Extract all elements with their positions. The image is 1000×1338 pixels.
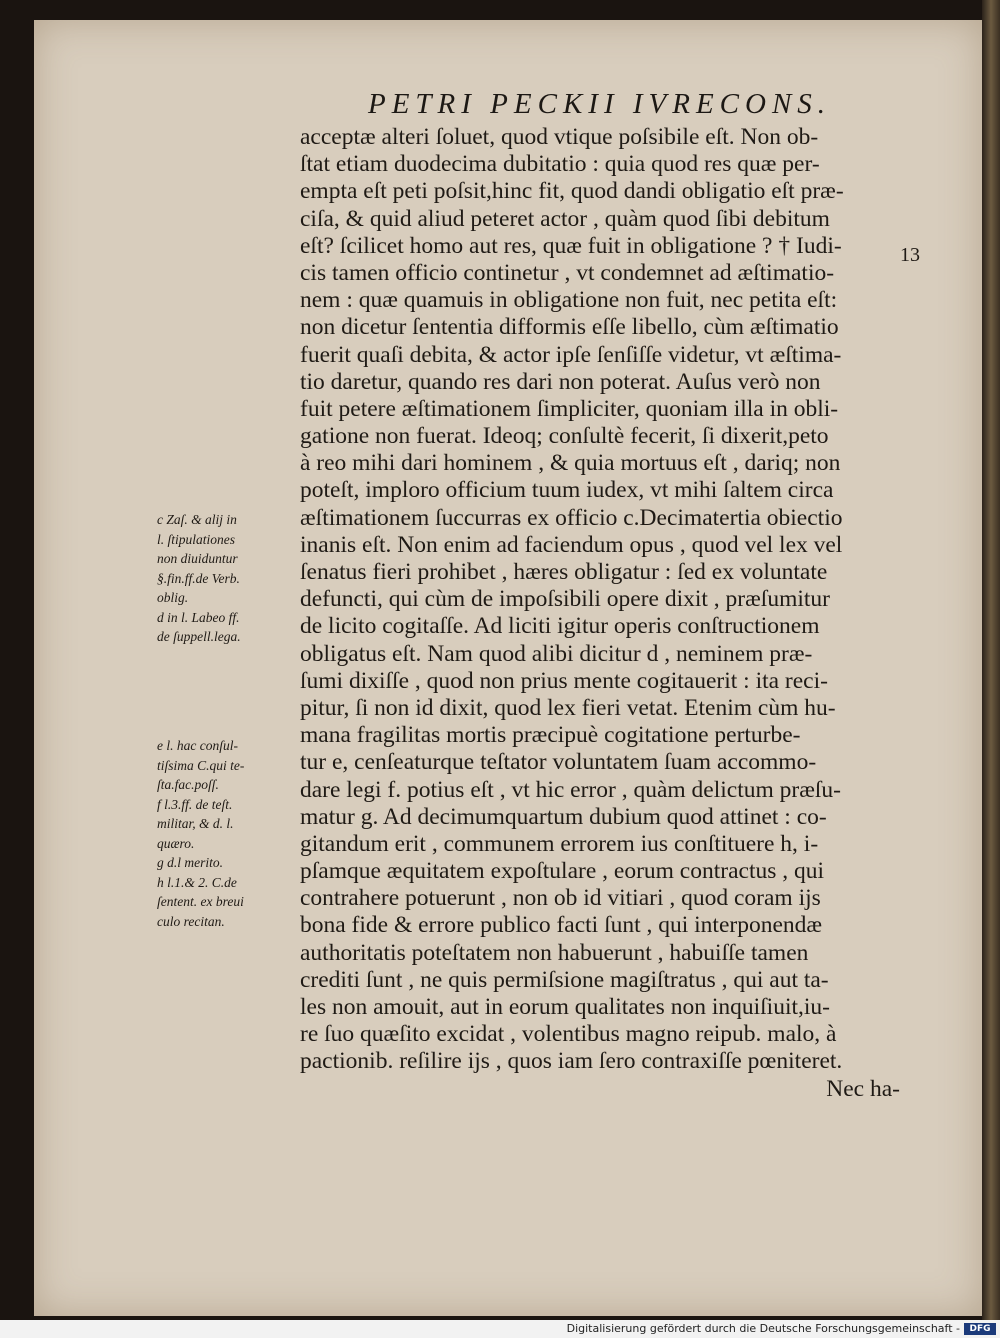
text-line: pactionib. reſilire ijs , quos iam ſero contraxiſſe pœniteret.: [300, 1048, 843, 1075]
text-line: cis tamen officio continetur , vt condemnet ad æſtimatio-: [300, 259, 835, 286]
margin-note-line: non diuiduntur: [157, 551, 238, 566]
margin-note-line: g d.l merito.: [157, 855, 223, 870]
text-line: ciſa, & quid aliud peteret actor , quàm quod ſibi debitum: [300, 205, 830, 232]
margin-note-line: de ſuppell.lega.: [157, 629, 241, 644]
text-line: ſenatus fieri prohibet , hæres obligatur : ſed ex voluntate: [300, 559, 828, 585]
text-line: tio daretur, quando res dari non poterat. Auſus verò non: [300, 368, 821, 395]
margin-note-line: l. ſtipulationes: [157, 531, 236, 547]
margin-note-line: culo recitan.: [157, 913, 225, 929]
text-line: empta eſt peti poſsit,hinc fit, quod dandi obligatio eſt præ-: [300, 178, 844, 205]
text-line: fuit petere æſtimationem ſimpliciter, quoniam illa in obli-: [300, 395, 839, 422]
book-edge: [982, 0, 1000, 1320]
text-line: crediti ſunt , ne quis permiſsione magiſtratus , qui aut ta-: [300, 966, 829, 993]
footer-bar: [0, 1320, 1000, 1338]
text-line: obligatus eſt. Nam quod alibi dicitur d , neminem præ-: [300, 640, 813, 667]
margin-note-line: §.fin.ff.de Verb.: [157, 570, 240, 586]
main-text-block: [300, 124, 900, 1103]
margin-note-line: tiſsima C.qui te-: [157, 757, 245, 773]
text-line: acceptæ alteri ſoluet, quod vtique poſsibile eſt. Non ob-: [300, 124, 819, 150]
text-line: authoritatis poteſtatem non habuerunt , habuiſſe tamen: [300, 939, 809, 966]
margin-note-line: d in l. Labeo ff.: [157, 609, 240, 625]
text-line: eſt? ſcilicet homo aut res, quæ fuit in obligatione ? † Iudi-: [300, 232, 842, 259]
dfg-logo: DFG: [964, 1323, 996, 1335]
margin-section-number: 13: [900, 244, 920, 266]
text-line: ſtat etiam duodecima dubitatio : quia quod res quæ per-: [300, 151, 820, 178]
margin-note-line: c Zaſ. & alij in: [157, 512, 237, 527]
text-line: bona fide & errore publico facti ſunt , qui interponendæ: [300, 912, 823, 939]
margin-note-line: h l.1.& 2. C.de: [157, 874, 237, 890]
text-line: re ſuo quæſito excidat , volentibus magno reipub. malo, à: [300, 1021, 837, 1048]
funding-notice: Digitalisierung gefördert durch die Deutsche Forschungsgemeinschaft -: [566, 1322, 960, 1335]
text-line: pſamque æquitatem expoſtulare , eorum contractus , qui: [300, 858, 825, 885]
running-head: PETRI PECKII IVRECONS.: [368, 88, 832, 120]
text-line: à reo mihi dari hominem , & quia mortuus eſt , dariq; non: [300, 450, 841, 477]
text-line: mana fragilitas mortis præcipuè cogitatione perturbe-: [300, 722, 801, 749]
marginal-notes-e-h: [157, 736, 302, 931]
text-line: gitandum erit , communem errorem ius conſtituere h, i-: [300, 830, 819, 857]
text-line: matur g. Ad decimumquartum dubium quod attinet : co-: [300, 803, 827, 830]
margin-note-line: militar, & d. l.: [157, 816, 234, 831]
text-line: les non amouit, aut in eorum qualitates non inquiſiuit,iu-: [300, 994, 830, 1020]
margin-note-line: oblig.: [157, 590, 189, 605]
text-line: de licito cogitaſſe. Ad liciti igitur operis conſtructionem: [300, 613, 820, 640]
text-line: dare legi f. potius eſt , vt hic error , quàm delictum præſu-: [300, 776, 842, 803]
text-line: inanis eſt. Non enim ad faciendum opus , quod vel lex vel: [300, 531, 843, 558]
margin-note-line: ſta.fac.poſſ.: [157, 777, 219, 792]
text-line: ſumi dixiſſe , quod non prius mente cogitauerit : ita reci-: [300, 667, 828, 694]
text-line: tur e, cenſeaturque teſtator voluntatem ſuam accommo-: [300, 749, 817, 776]
margin-note-line: e l. hac conſul-: [157, 738, 238, 753]
margin-note-line: ſentent. ex breui: [157, 894, 244, 909]
text-line: pitur, ſi non id dixit, quod lex fieri vetat. Etenim cùm hu-: [300, 694, 836, 721]
text-line: non dicetur ſententia difformis eſſe libello, cùm æſtimatio: [300, 314, 839, 341]
margin-note-line: f l.3.ff. de teſt.: [157, 796, 233, 812]
text-line: poteſt, imploro officium tuum iudex, vt mihi ſaltem circa: [300, 477, 834, 504]
marginal-notes-c-d: [157, 510, 302, 647]
text-line: æſtimationem ſuccurras ex officio c.Decimatertia obiectio: [300, 504, 843, 531]
text-line: defuncti, qui cùm de impoſsibili opere dixit , præſumitur: [300, 586, 830, 613]
text-line: nem : quæ quamuis in obligatione non fuit, nec petita eſt:: [300, 287, 838, 314]
text-line: contrahere potuerunt , non ob id vitiari , quod coram ijs: [300, 885, 821, 912]
text-line: gatione non fuerat. Ideoq; conſultè fecerit, ſi dixerit,peto: [300, 423, 829, 450]
text-line: fuerit quaſi debita, & actor ipſe ſenſiſſe videtur, vt æſtima-: [300, 341, 842, 368]
margin-note-line: quæro.: [157, 835, 195, 851]
catchword: Nec ha-: [826, 1075, 900, 1102]
